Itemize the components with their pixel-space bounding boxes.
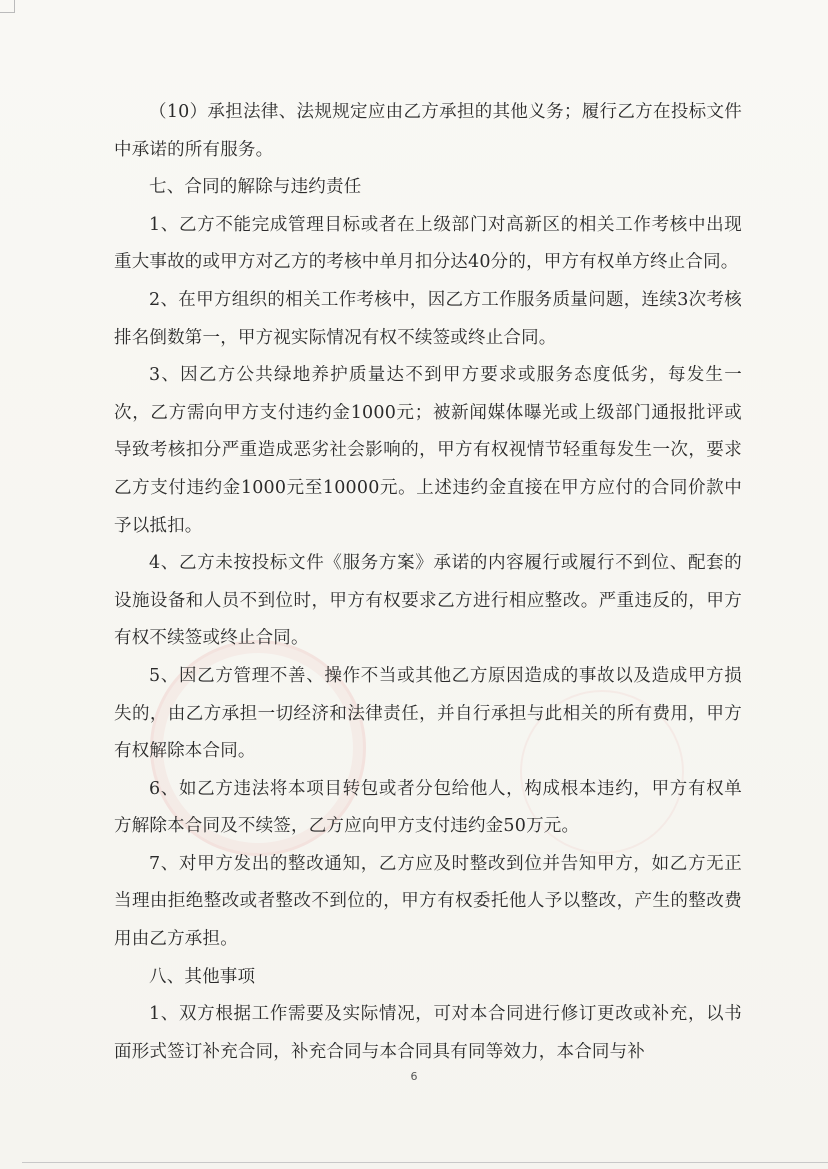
document-body [114,94,742,1071]
scan-corner-mark [0,0,15,13]
paragraph-clause-4: 4、乙方未按投标文件《服务方案》承诺的内容履行或履行不到位、配套的设施设备和人员不到位时，甲方有权要求乙方进行相应整改。严重违反的，甲方有权不续签或终止合同。 [114,553,742,649]
paragraph-clause-2: 2、在甲方组织的相关工作考核中，因乙方工作服务质量问题，连续3次考核排名倒数第一，甲方视实际情况有权不续签或终止合同。 [114,289,742,348]
scan-bottom-rule [22,1162,828,1163]
paragraph-other-1: 1、双方根据工作需要及实际情况，可对本合同进行修订更改或补充，以书面形式签订补充合同，补充合同与本合同具有同等效力，本合同与补 [114,1004,742,1062]
page-number: 6 [410,1070,418,1083]
paragraph-clause-1: 1、乙方不能完成管理目标或者在上级部门对高新区的相关工作考核中出现重大事故的或甲方对乙方的考核中单月扣分达40分的，甲方有权单方终止合同。 [114,214,742,273]
section-heading-termination: 七、合同的解除与违约责任 [149,177,362,198]
section-heading-other-matters: 八、其他事项 [149,966,256,987]
paragraph-clause-6: 6、如乙方违法将本项目转包或者分包给他人，构成根本违约，甲方有权单方解除本合同及不续签，乙方应向甲方支付违约金50万元。 [114,778,742,837]
paragraph-clause-3: 3、因乙方公共绿地养护质量达不到甲方要求或服务态度低劣，每发生一次，乙方需向甲方支付违约金1000元；被新闻媒体曝光或上级部门通报批评或导致考核扣分严重造成恶劣社会影响的，甲方有权视情节轻重每发生一次，要求乙方支付违约金1000元至10000元。上述违约金直接在甲方应付的合同价款中予以抵扣。 [114,365,742,536]
paragraph-obligation-10: （10）承担法律、法规规定应由乙方承担的其他义务；履行乙方在投标文件中承诺的所有服务。 [114,102,742,160]
paragraph-clause-5: 5、因乙方管理不善、操作不当或其他乙方原因造成的事故以及造成甲方损失的，由乙方承担一切经济和法律责任，并自行承担与此相关的所有费用，甲方有权解除本合同。 [114,665,742,762]
paragraph-clause-7: 7、对甲方发出的整改通知，乙方应及时整改到位并告知甲方，如乙方无正当理由拒绝整改或者整改不到位的，甲方有权委托他人予以整改，产生的整改费用由乙方承担。 [114,853,742,950]
